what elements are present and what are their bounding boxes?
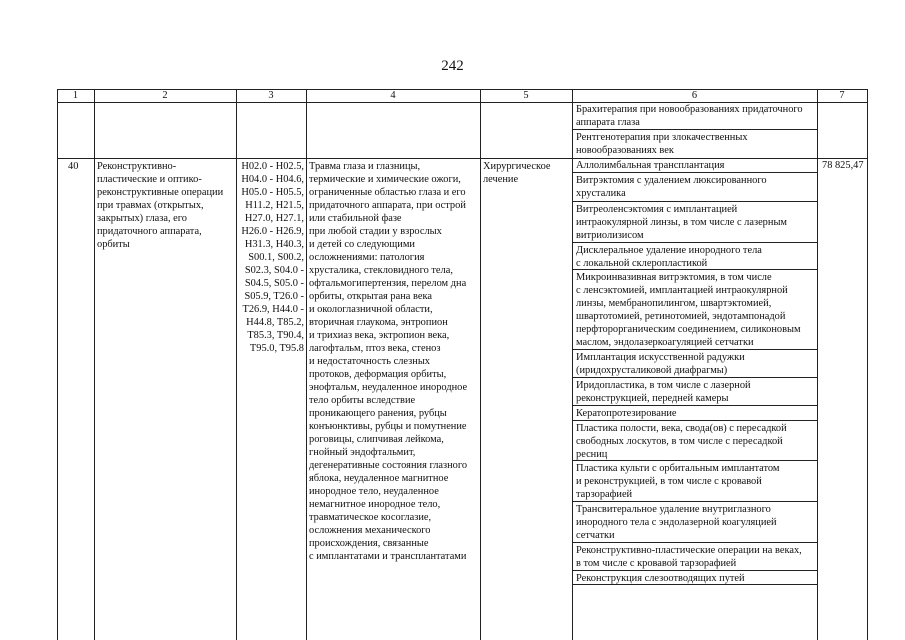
method-cell: Реконструкция слезоотводящих путей [576, 573, 745, 584]
method-separator [572, 349, 817, 350]
method-separator [572, 269, 817, 270]
method-separator [572, 570, 817, 571]
column-divider [817, 89, 818, 640]
price: 78 825,47 [822, 160, 864, 171]
column-divider [306, 89, 307, 640]
column-header: 4 [390, 90, 396, 101]
method-separator [572, 242, 817, 243]
method-separator [572, 460, 817, 461]
table-left-border [57, 89, 58, 640]
treatment-type: Хирургическое лечение [483, 161, 551, 185]
method-cell: Дисклеральное удаление инородного тела с локальной склеропластикой [576, 245, 762, 269]
method-separator [572, 172, 817, 173]
method-cell: Трансвитеральное удаление внутриглазного инородного тела с эндолазерной коагуляцией сетчатки [576, 504, 777, 541]
column-header: 5 [523, 90, 529, 101]
column-divider [480, 89, 481, 640]
method-separator [572, 405, 817, 406]
column-divider [236, 89, 237, 640]
method-cell: Аллолимбальная трансплантация [576, 160, 725, 171]
column-divider [94, 89, 95, 640]
table-right-border [867, 89, 868, 640]
method-separator [572, 542, 817, 543]
method-separator [572, 584, 817, 585]
diagnosis-codes: H02.0 - H02.5, H04.0 - H04.6, H05.0 - H05.5, H11.2, H21.5, H27.0, H27.1, H26.0 - H26.9, H31.3, H40.3, S00.1, S00.2, S02.3, S04.0 - S04.5, S05.0 - S05.9, T26.0 - T26.9, H44.0 - H44.8, T85.2, T85.3, T90.4, T95.0, T95.8 [241, 161, 304, 354]
method-cell: Рентгенотерапия при злокачественных новообразованиях век [576, 132, 748, 156]
row-separator [57, 158, 867, 159]
method-cell: Реконструктивно-пластические операции на веках, в том числе с кровавой тарзорафией [576, 545, 802, 569]
page-number: 242 [441, 58, 464, 74]
method-separator [572, 420, 817, 421]
method-separator [572, 377, 817, 378]
method-separator [572, 129, 817, 130]
column-header: 3 [268, 90, 274, 101]
column-header: 6 [691, 90, 698, 101]
method-cell: Имплантация искусственной радужки (иридохрусталиковой диафрагмы) [576, 352, 745, 376]
method-cell: Витрэктомия с удалением люксированного хрусталика [576, 175, 767, 199]
method-cell: Витреоленсэктомия с имплантацией интраокулярной линзы, в том числе с лазерным витриолизисом [576, 204, 787, 241]
method-cell: Пластика культи с орбитальным имплантатом и реконструкцией, в том числе с кровавой тарзорафией [576, 463, 780, 500]
patient-model: Травма глаза и глазницы, термические и химические ожоги, ограниченные областью глаза и его придаточного аппарата, при острой или стабильной фазе при любой стадии у взрослых и детей со следующими осложнениями: патология хрусталика, стекловидного тела, офтальмогипертензия, перелом дна орбиты, открытая рана века и окологлазничной области, вторичная глаукома, энтропион и трихиаз века, эктропион века, лагофтальм, птоз века, стеноз и недостаточность слезных протоков, деформация орбиты, энофтальм, неудаленное инородное тело орбиты вследствие проникающего ранения, рубцы конъюнктивы, рубцы и помутнение роговицы, слипчивая лейкома, гнойный эндофтальмит, дегенеративные состояния глазного яблока, неудаленное магнитное инородное тело, неудаленное немагнитное инородное тело, травматическое косоглазие, осложнения механического происхождения, связанные с имплантатами и трансплантатами [309, 161, 468, 562]
method-cell: Микроинвазивная витрэктомия, в том числе с ленсэктомией, имплантацией интраокулярной линзы, мембранопилингом, швартэктомией, швартотомией, ретинотомией, эндотампонадой перфторорганическим соединением, силиконовым маслом, эндолазеркоагуляцией сетчатки [576, 272, 801, 348]
method-cell: Иридопластика, в том числе с лазерной реконструкцией, передней камеры [576, 380, 751, 404]
column-header: 1 [72, 90, 79, 101]
profile-name: Реконструктивно- пластические и оптико- реконструктивные операции при травмах (открытых, закрытых) глаза, его придаточного аппарата, орбиты [97, 161, 224, 250]
row-number: 40 [68, 161, 79, 172]
method-separator [572, 501, 817, 502]
method-separator [572, 201, 817, 202]
method-cell: Брахитерапия при новообразованиях придаточного аппарата глаза [576, 104, 803, 128]
method-cell: Пластика полости, века, свода(ов) с пересадкой свободных лоскутов, в том числе с пересадкой ресниц [576, 423, 787, 460]
column-header: 2 [162, 90, 168, 101]
column-header: 7 [839, 90, 845, 101]
method-cell: Кератопротезирование [576, 408, 677, 419]
